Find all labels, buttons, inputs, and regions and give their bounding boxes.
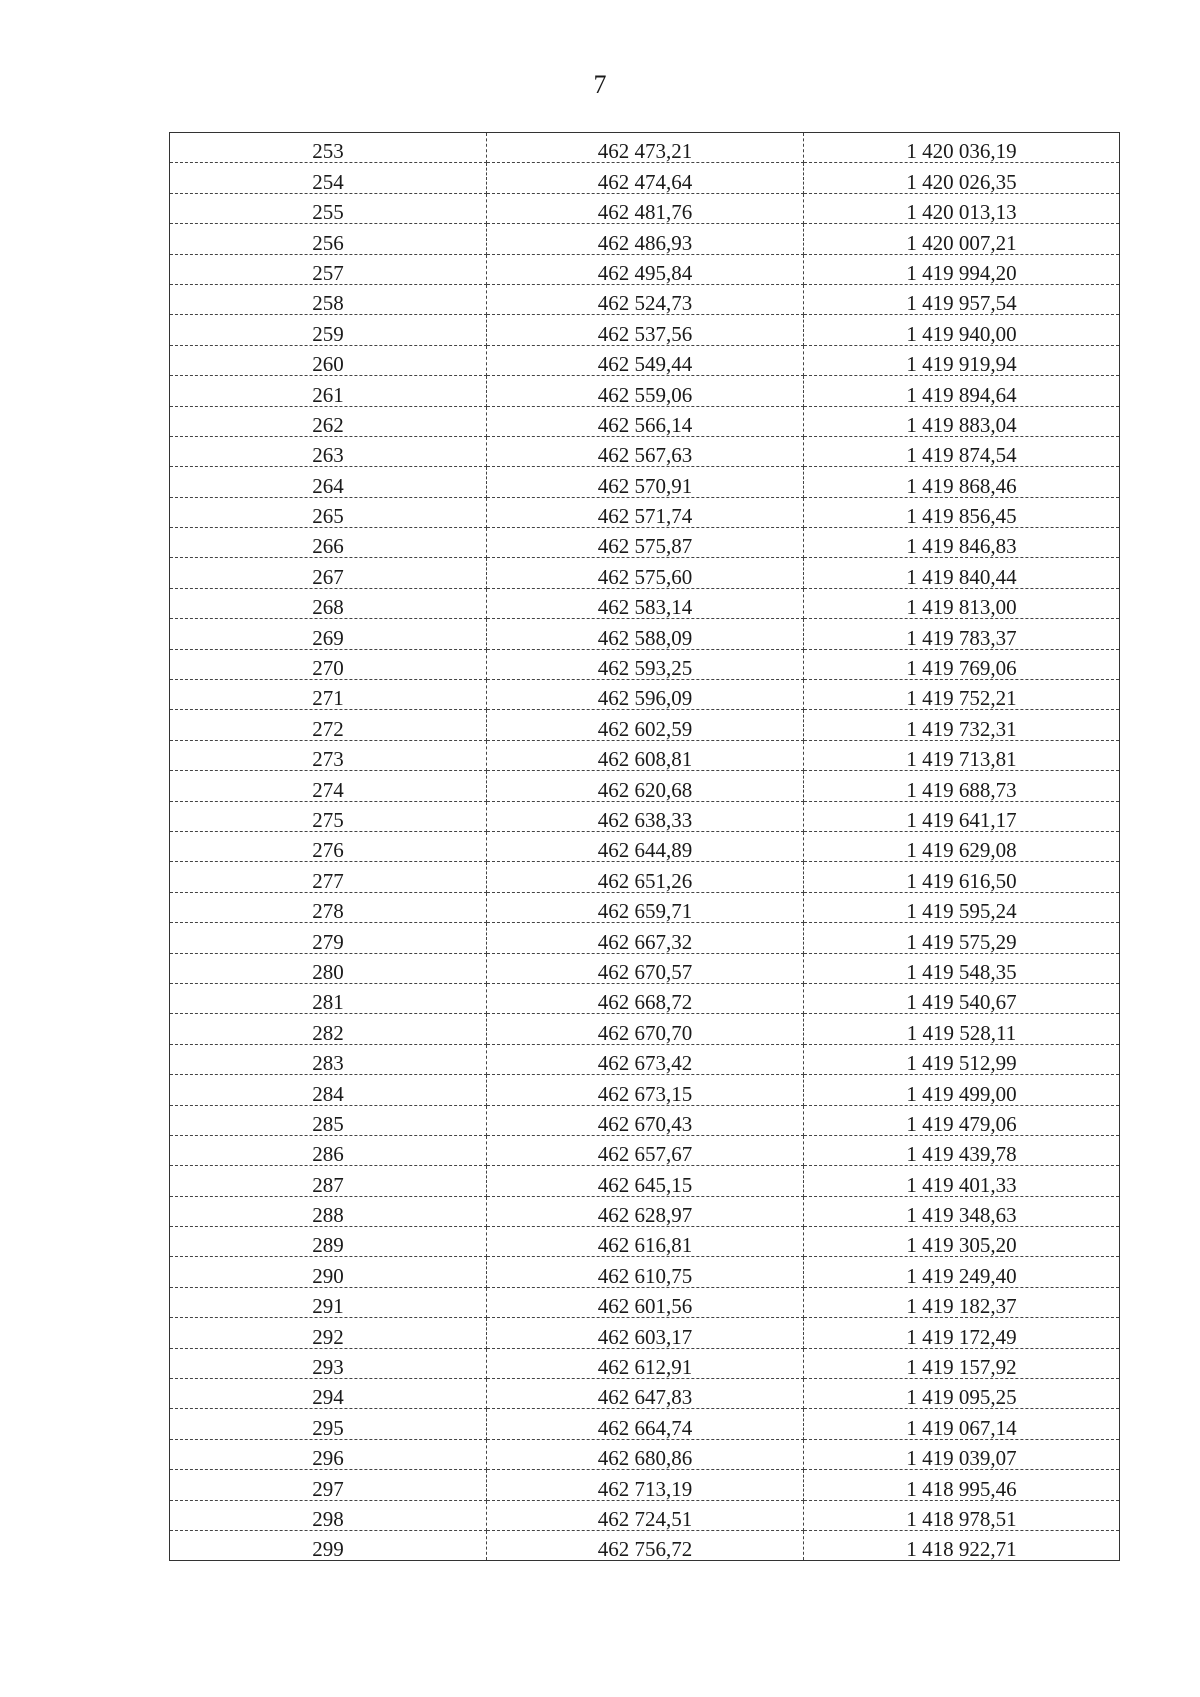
x-coordinate-cell: 462 583,14 (487, 588, 804, 618)
point-number-cell: 271 (170, 680, 487, 710)
point-number-cell: 272 (170, 710, 487, 740)
x-coordinate-cell: 462 481,76 (487, 193, 804, 223)
x-coordinate-cell: 462 668,72 (487, 983, 804, 1013)
table-row (170, 528, 1120, 558)
point-number-cell: 269 (170, 619, 487, 649)
point-number-cell: 282 (170, 1014, 487, 1044)
point-number-cell: 267 (170, 558, 487, 588)
point-number-cell: 287 (170, 1166, 487, 1196)
y-coordinate-cell: 1 419 994,20 (804, 254, 1120, 284)
table-row (170, 1348, 1120, 1378)
point-number-cell: 286 (170, 1135, 487, 1165)
y-coordinate-cell: 1 419 348,63 (804, 1196, 1120, 1226)
y-coordinate-cell: 1 419 856,45 (804, 497, 1120, 527)
x-coordinate-cell: 462 566,14 (487, 406, 804, 436)
point-number-cell: 297 (170, 1470, 487, 1500)
point-number-cell: 273 (170, 740, 487, 770)
y-coordinate-cell: 1 419 883,04 (804, 406, 1120, 436)
table-row (170, 315, 1120, 345)
point-number-cell: 285 (170, 1105, 487, 1135)
y-coordinate-cell: 1 419 919,94 (804, 345, 1120, 375)
point-number-cell: 299 (170, 1530, 487, 1560)
y-coordinate-cell: 1 419 846,83 (804, 528, 1120, 558)
y-coordinate-cell: 1 419 305,20 (804, 1227, 1120, 1257)
table-row (170, 1409, 1120, 1439)
point-number-cell: 260 (170, 345, 487, 375)
table-row (170, 436, 1120, 466)
x-coordinate-cell: 462 713,19 (487, 1470, 804, 1500)
table-row (170, 133, 1120, 163)
table-row (170, 1135, 1120, 1165)
x-coordinate-cell: 462 616,81 (487, 1227, 804, 1257)
point-number-cell: 298 (170, 1500, 487, 1530)
point-number-cell: 259 (170, 315, 487, 345)
y-coordinate-cell: 1 418 922,71 (804, 1530, 1120, 1560)
point-number-cell: 270 (170, 649, 487, 679)
table-row (170, 193, 1120, 223)
y-coordinate-cell: 1 418 978,51 (804, 1500, 1120, 1530)
y-coordinate-cell: 1 419 713,81 (804, 740, 1120, 770)
x-coordinate-cell: 462 549,44 (487, 345, 804, 375)
point-number-cell: 290 (170, 1257, 487, 1287)
x-coordinate-cell: 462 651,26 (487, 862, 804, 892)
point-number-cell: 274 (170, 771, 487, 801)
x-coordinate-cell: 462 571,74 (487, 497, 804, 527)
table-row (170, 345, 1120, 375)
x-coordinate-cell: 462 608,81 (487, 740, 804, 770)
y-coordinate-cell: 1 419 641,17 (804, 801, 1120, 831)
point-number-cell: 296 (170, 1439, 487, 1469)
y-coordinate-cell: 1 419 095,25 (804, 1379, 1120, 1409)
x-coordinate-cell: 462 610,75 (487, 1257, 804, 1287)
page-number: 7 (593, 70, 607, 99)
x-coordinate-cell: 462 474,64 (487, 163, 804, 193)
table-row (170, 1196, 1120, 1226)
y-coordinate-cell: 1 419 874,54 (804, 436, 1120, 466)
y-coordinate-cell: 1 419 732,31 (804, 710, 1120, 740)
x-coordinate-cell: 462 495,84 (487, 254, 804, 284)
y-coordinate-cell: 1 419 940,00 (804, 315, 1120, 345)
table-row (170, 771, 1120, 801)
x-coordinate-cell: 462 667,32 (487, 923, 804, 953)
x-coordinate-cell: 462 657,67 (487, 1135, 804, 1165)
point-number-cell: 288 (170, 1196, 487, 1226)
table-row (170, 1530, 1120, 1560)
y-coordinate-cell: 1 419 157,92 (804, 1348, 1120, 1378)
table-row (170, 1105, 1120, 1135)
table-row (170, 1014, 1120, 1044)
y-coordinate-cell: 1 419 616,50 (804, 862, 1120, 892)
x-coordinate-cell: 462 602,59 (487, 710, 804, 740)
x-coordinate-cell: 462 724,51 (487, 1500, 804, 1530)
table-row (170, 1166, 1120, 1196)
y-coordinate-cell: 1 419 783,37 (804, 619, 1120, 649)
x-coordinate-cell: 462 644,89 (487, 831, 804, 861)
table-row (170, 892, 1120, 922)
table-row (170, 649, 1120, 679)
y-coordinate-cell: 1 419 752,21 (804, 680, 1120, 710)
table-row (170, 740, 1120, 770)
x-coordinate-cell: 462 588,09 (487, 619, 804, 649)
x-coordinate-cell: 462 537,56 (487, 315, 804, 345)
point-number-cell: 276 (170, 831, 487, 861)
x-coordinate-cell: 462 628,97 (487, 1196, 804, 1226)
point-number-cell: 258 (170, 284, 487, 314)
x-coordinate-cell: 462 664,74 (487, 1409, 804, 1439)
x-coordinate-cell: 462 670,70 (487, 1014, 804, 1044)
table-row (170, 497, 1120, 527)
point-number-cell: 283 (170, 1044, 487, 1074)
point-number-cell: 278 (170, 892, 487, 922)
y-coordinate-cell: 1 419 688,73 (804, 771, 1120, 801)
table-row (170, 163, 1120, 193)
x-coordinate-cell: 462 647,83 (487, 1379, 804, 1409)
table-row (170, 1379, 1120, 1409)
x-coordinate-cell: 462 670,43 (487, 1105, 804, 1135)
point-number-cell: 281 (170, 983, 487, 1013)
x-coordinate-cell: 462 593,25 (487, 649, 804, 679)
x-coordinate-cell: 462 570,91 (487, 467, 804, 497)
x-coordinate-cell: 462 596,09 (487, 680, 804, 710)
table-row (170, 406, 1120, 436)
table-row (170, 1439, 1120, 1469)
table-row (170, 467, 1120, 497)
point-number-cell: 265 (170, 497, 487, 527)
y-coordinate-cell: 1 419 769,06 (804, 649, 1120, 679)
point-number-cell: 253 (170, 133, 487, 163)
table-row (170, 953, 1120, 983)
point-number-cell: 261 (170, 376, 487, 406)
table-row (170, 558, 1120, 588)
point-number-cell: 292 (170, 1318, 487, 1348)
point-number-cell: 294 (170, 1379, 487, 1409)
table-row (170, 1470, 1120, 1500)
x-coordinate-cell: 462 673,15 (487, 1075, 804, 1105)
y-coordinate-cell: 1 419 575,29 (804, 923, 1120, 953)
point-number-cell: 254 (170, 163, 487, 193)
point-number-cell: 277 (170, 862, 487, 892)
table-row (170, 1318, 1120, 1348)
x-coordinate-cell: 462 575,60 (487, 558, 804, 588)
point-number-cell: 257 (170, 254, 487, 284)
y-coordinate-cell: 1 419 439,78 (804, 1135, 1120, 1165)
y-coordinate-cell: 1 419 249,40 (804, 1257, 1120, 1287)
point-number-cell: 289 (170, 1227, 487, 1257)
table-row (170, 680, 1120, 710)
point-number-cell: 279 (170, 923, 487, 953)
x-coordinate-cell: 462 620,68 (487, 771, 804, 801)
y-coordinate-cell: 1 420 036,19 (804, 133, 1120, 163)
x-coordinate-cell: 462 473,21 (487, 133, 804, 163)
point-number-cell: 263 (170, 436, 487, 466)
table-row (170, 1287, 1120, 1317)
point-number-cell: 262 (170, 406, 487, 436)
point-number-cell: 255 (170, 193, 487, 223)
table-row (170, 1500, 1120, 1530)
x-coordinate-cell: 462 575,87 (487, 528, 804, 558)
x-coordinate-cell: 462 524,73 (487, 284, 804, 314)
x-coordinate-cell: 462 612,91 (487, 1348, 804, 1378)
table-row (170, 1257, 1120, 1287)
x-coordinate-cell: 462 673,42 (487, 1044, 804, 1074)
point-number-cell: 280 (170, 953, 487, 983)
table-row (170, 710, 1120, 740)
y-coordinate-cell: 1 419 840,44 (804, 558, 1120, 588)
x-coordinate-cell: 462 601,56 (487, 1287, 804, 1317)
y-coordinate-cell: 1 419 512,99 (804, 1044, 1120, 1074)
table-row (170, 1044, 1120, 1074)
y-coordinate-cell: 1 419 401,33 (804, 1166, 1120, 1196)
y-coordinate-cell: 1 419 528,11 (804, 1014, 1120, 1044)
y-coordinate-cell: 1 419 894,64 (804, 376, 1120, 406)
table-row (170, 862, 1120, 892)
y-coordinate-cell: 1 419 548,35 (804, 953, 1120, 983)
x-coordinate-cell: 462 486,93 (487, 224, 804, 254)
table-row (170, 923, 1120, 953)
table-row (170, 588, 1120, 618)
y-coordinate-cell: 1 419 868,46 (804, 467, 1120, 497)
point-number-cell: 291 (170, 1287, 487, 1317)
point-number-cell: 275 (170, 801, 487, 831)
y-coordinate-cell: 1 418 995,46 (804, 1470, 1120, 1500)
table-row (170, 1075, 1120, 1105)
y-coordinate-cell: 1 419 039,07 (804, 1439, 1120, 1469)
y-coordinate-cell: 1 420 013,13 (804, 193, 1120, 223)
x-coordinate-cell: 462 680,86 (487, 1439, 804, 1469)
table-row (170, 254, 1120, 284)
point-number-cell: 268 (170, 588, 487, 618)
table-row (170, 619, 1120, 649)
y-coordinate-cell: 1 419 172,49 (804, 1318, 1120, 1348)
x-coordinate-cell: 462 756,72 (487, 1530, 804, 1560)
point-number-cell: 266 (170, 528, 487, 558)
coordinates-table (169, 132, 1120, 1561)
x-coordinate-cell: 462 645,15 (487, 1166, 804, 1196)
x-coordinate-cell: 462 567,63 (487, 436, 804, 466)
y-coordinate-cell: 1 419 479,06 (804, 1105, 1120, 1135)
point-number-cell: 264 (170, 467, 487, 497)
x-coordinate-cell: 462 670,57 (487, 953, 804, 983)
table-row (170, 1227, 1120, 1257)
coordinates-table-body (170, 133, 1120, 1561)
table-row (170, 284, 1120, 314)
x-coordinate-cell: 462 559,06 (487, 376, 804, 406)
table-row (170, 376, 1120, 406)
point-number-cell: 295 (170, 1409, 487, 1439)
y-coordinate-cell: 1 420 026,35 (804, 163, 1120, 193)
y-coordinate-cell: 1 419 182,37 (804, 1287, 1120, 1317)
x-coordinate-cell: 462 638,33 (487, 801, 804, 831)
table-row (170, 224, 1120, 254)
point-number-cell: 256 (170, 224, 487, 254)
x-coordinate-cell: 462 603,17 (487, 1318, 804, 1348)
table-row (170, 831, 1120, 861)
y-coordinate-cell: 1 419 595,24 (804, 892, 1120, 922)
table-row (170, 801, 1120, 831)
y-coordinate-cell: 1 419 629,08 (804, 831, 1120, 861)
y-coordinate-cell: 1 419 540,67 (804, 983, 1120, 1013)
y-coordinate-cell: 1 419 957,54 (804, 284, 1120, 314)
point-number-cell: 293 (170, 1348, 487, 1378)
y-coordinate-cell: 1 420 007,21 (804, 224, 1120, 254)
y-coordinate-cell: 1 419 813,00 (804, 588, 1120, 618)
point-number-cell: 284 (170, 1075, 487, 1105)
y-coordinate-cell: 1 419 067,14 (804, 1409, 1120, 1439)
table-row (170, 983, 1120, 1013)
x-coordinate-cell: 462 659,71 (487, 892, 804, 922)
y-coordinate-cell: 1 419 499,00 (804, 1075, 1120, 1105)
